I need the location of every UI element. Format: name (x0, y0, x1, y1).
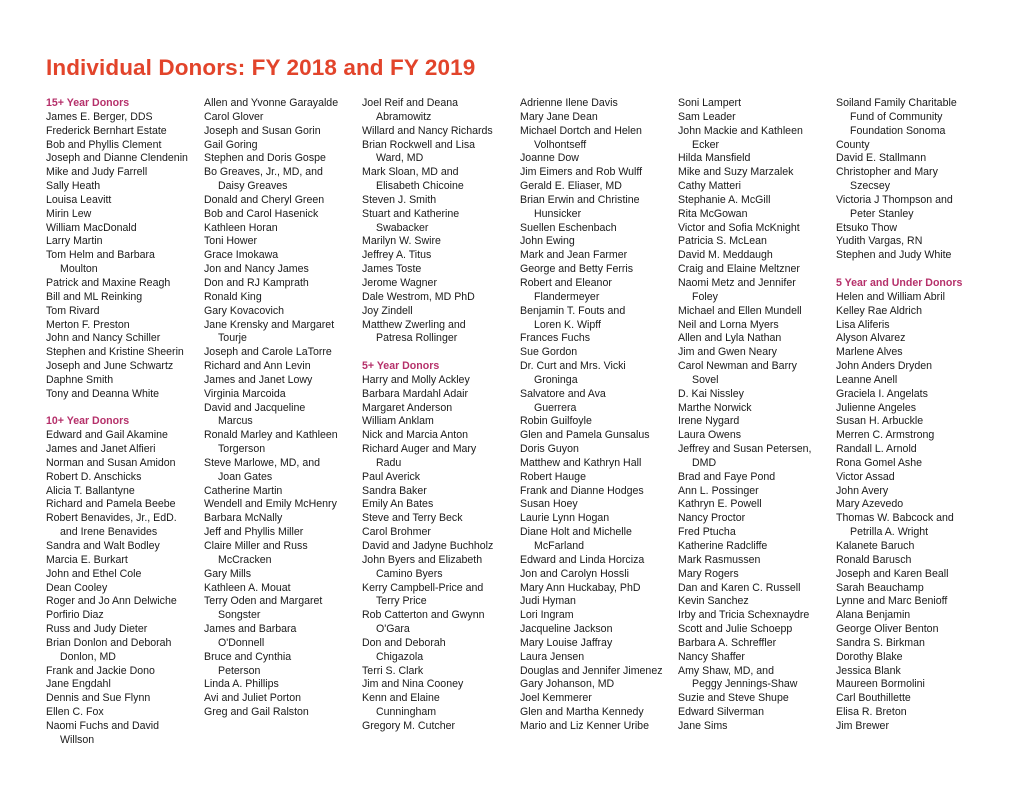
donor-name-continued: Szecsey (850, 180, 891, 193)
donor-name-continued: Volhontseff (534, 138, 587, 151)
donor-name: Don and RJ Kamprath (204, 276, 309, 289)
donor-name: Tom Rivard (46, 304, 100, 317)
donor-name: Linda A. Phillips (204, 678, 279, 691)
donor-name: Mike and Suzy Marzalek (678, 166, 794, 179)
donor-name: Rita McGowan (678, 207, 748, 220)
donor-name: Ronald Barusch (836, 553, 912, 566)
donor-name: Randall L. Arnold (836, 443, 917, 456)
donor-name-continued: Peterson (218, 664, 261, 677)
donor-name: Grace Imokawa (204, 249, 279, 262)
donor-name: Larry Martin (46, 235, 103, 248)
donor-name: Scott and Julie Schoepp (678, 623, 793, 636)
donor-name: Brian Donlon and Deborah (46, 636, 172, 649)
donor-name: Patricia S. McLean (678, 235, 767, 248)
donor-name: Dorothy Blake (836, 650, 903, 663)
donor-column (836, 97, 994, 748)
donor-name: Julienne Angeles (836, 401, 917, 414)
donor-name: Gerald E. Eliaser, MD (520, 180, 622, 193)
donor-name: Elisa R. Breton (836, 706, 907, 719)
donor-name: George and Betty Ferris (520, 263, 634, 276)
donor-name: Robert D. Anschicks (46, 470, 142, 483)
donor-name: Kalanete Baruch (836, 540, 915, 552)
donor-name: Alyson Alvarez (836, 332, 906, 345)
donor-name: Brian Erwin and Christine (520, 193, 640, 206)
donor-name: Willard and Nancy Richards (362, 124, 493, 137)
donor-name: Dan and Karen C. Russell (678, 581, 801, 594)
section-heading: 15+ Year Donors (46, 97, 130, 109)
section-heading: 5 Year and Under Donors (836, 276, 963, 289)
donor-name: Bob and Carol Hasenick (204, 207, 319, 220)
donor-name: Frederick Bernhart Estate (46, 124, 167, 137)
donor-name: Adrienne Ilene Davis (520, 97, 618, 109)
donor-name: Joseph and Karen Beall (836, 567, 949, 580)
donor-name: Jim and Gwen Neary (678, 346, 777, 359)
donor-name: Amy Shaw, MD, and (678, 664, 774, 677)
donor-name: Frances Fuchs (520, 332, 591, 345)
donor-name: James and Barbara (204, 623, 297, 636)
donor-name: Lori Ingram (520, 609, 574, 622)
donor-name: Michael and Ellen Mundell (678, 304, 802, 317)
donor-name: Sam Leader (678, 110, 736, 123)
donor-name: Fred Ptucha (678, 526, 736, 539)
donor-name: Carol Brohmer (362, 526, 431, 539)
donor-name-continued: Loren K. Wipff (534, 318, 601, 331)
donor-name: Dr. Curt and Mrs. Vicki (520, 360, 626, 373)
donor-columns (46, 97, 994, 748)
donor-name: Steve Marlowe, MD, and (204, 456, 320, 469)
donor-name: Kathleen A. Mouat (204, 581, 291, 594)
donor-name: Irby and Tricia Schexnaydre (678, 609, 810, 622)
donor-name: Joel Kemmerer (520, 692, 592, 705)
donor-name: Carol Glover (204, 110, 264, 123)
donor-name: Allen and Yvonne Garayalde (204, 97, 339, 109)
donor-name-continued: Moulton (60, 263, 98, 276)
donor-name: Nick and Marcia Anton (362, 429, 468, 442)
donor-name: Sandra and Walt Bodley (46, 540, 160, 552)
donor-name: David and Jadyne Buchholz (362, 540, 494, 552)
donor-name-continued: Marcus (218, 415, 253, 428)
donor-name: Stephen and Kristine Sheerin (46, 346, 184, 359)
donor-name-continued: Donlon, MD (60, 650, 116, 663)
donor-name: Mary Ann Huckabay, PhD (520, 581, 641, 594)
donor-name: Nancy Proctor (678, 512, 746, 525)
donor-name: Alicia T. Ballantyne (46, 484, 135, 497)
donor-name: Victor Assad (836, 470, 895, 483)
donor-name: Laurie Lynn Hogan (520, 512, 610, 525)
donor-name: Nancy Shaffer (678, 650, 745, 663)
donor-name: Don and Deborah (362, 636, 446, 649)
donor-name: Glen and Pamela Gunsalus (520, 429, 650, 442)
donor-name: Joseph and Dianne Clendenin (46, 152, 188, 165)
page-title: Individual Donors: FY 2018 and FY 2019 (46, 55, 476, 80)
donor-name: Kenn and Elaine (362, 692, 440, 705)
donor-name: Barbara A. Schreffler (678, 636, 777, 649)
donor-column (678, 97, 836, 748)
donor-name: David E. Stallmann (836, 152, 927, 165)
donor-name: Catherine Martin (204, 484, 283, 497)
donor-name: Paul Averick (362, 470, 421, 483)
donor-name: Marcia E. Burkart (46, 553, 128, 566)
donor-name-continued: Radu (376, 456, 402, 469)
donor-name-continued: Terry Price (376, 595, 427, 608)
donor-name: Kathryn E. Powell (678, 498, 762, 511)
donor-name: Alana Benjamin (836, 609, 911, 622)
donor-name: Mary Louise Jaffray (520, 636, 613, 649)
donor-name: Dennis and Sue Flynn (46, 692, 151, 705)
donor-name: Benjamin T. Fouts and (520, 304, 626, 317)
donor-name: Daphne Smith (46, 373, 114, 386)
donor-name-continued: Flandermeyer (534, 290, 600, 303)
donor-name-continued: Joan Gates (218, 470, 273, 483)
donor-name-continued: O'Gara (376, 623, 410, 636)
donor-name: Dean Cooley (46, 581, 108, 594)
donor-name: Kathleen Horan (204, 221, 278, 234)
section-heading: 10+ Year Donors (46, 415, 130, 428)
donor-name: Richard Auger and Mary (362, 443, 477, 456)
donor-name-continued: McFarland (534, 540, 585, 552)
donor-name: Jeffrey A. Titus (362, 249, 432, 262)
donor-name: Kelley Rae Aldrich (836, 304, 922, 317)
donor-name: Ronald Marley and Kathleen (204, 429, 338, 442)
donor-name: William MacDonald (46, 221, 137, 234)
donor-column (520, 97, 678, 748)
donor-name-continued: Daisy Greaves (218, 180, 288, 193)
donor-name: Merren C. Armstrong (836, 429, 935, 442)
donor-name: Sarah Beauchamp (836, 581, 924, 594)
donor-name: Maureen Bormolini (836, 678, 925, 691)
donor-name: Margaret Anderson (362, 401, 453, 414)
donor-name: Louisa Leavitt (46, 193, 112, 206)
donor-name: William Anklam (362, 415, 434, 428)
donor-name: Brian Rockwell and Lisa (362, 138, 476, 151)
donor-name: David M. Meddaugh (678, 249, 773, 262)
donor-name: David and Jacqueline (204, 401, 306, 414)
donor-name: Victoria J Thompson and (836, 193, 953, 206)
donor-name-continued: O'Donnell (218, 636, 265, 649)
donor-name: Mirin Lew (46, 207, 92, 220)
section-gap (362, 346, 520, 360)
donor-name: Suzie and Steve Shupe (678, 692, 789, 705)
donor-name: Irene Nygard (678, 415, 740, 428)
donor-name-continued: Foundation Sonoma (850, 124, 946, 137)
donor-name: Mike and Judy Farrell (46, 166, 148, 179)
donor-name: James E. Berger, DDS (46, 110, 153, 123)
donor-name: Porfirio Diaz (46, 609, 104, 622)
donor-name: Judi Hyman (520, 595, 576, 608)
donor-name-continued: and Irene Benavides (60, 526, 158, 539)
donor-name: Robert Hauge (520, 470, 586, 483)
donor-name: Kerry Campbell-Price and (362, 581, 484, 594)
donor-name: Steve and Terry Beck (362, 512, 463, 525)
donor-name: Mark and Jean Farmer (520, 249, 628, 262)
donor-name: Cathy Matteri (678, 180, 741, 193)
donor-name: Matthew and Kathryn Hall (520, 456, 642, 469)
donor-name-continued: Petrilla A. Wright (850, 526, 929, 539)
donor-name: Richard and Ann Levin (204, 360, 311, 373)
donor-name: Robert and Eleanor (520, 276, 612, 289)
donor-name: Leanne Anell (836, 373, 898, 386)
donor-name-continued: DMD (692, 456, 717, 469)
donor-name-continued: Chigazola (376, 650, 424, 663)
donor-name: Russ and Judy Dieter (46, 623, 148, 636)
donor-name: Bill and ML Reinking (46, 290, 143, 303)
donor-name: Sally Heath (46, 180, 101, 193)
donor-name: Sandra S. Birkman (836, 636, 925, 649)
donor-name: Mary Jane Dean (520, 110, 598, 123)
donor-name: Salvatore and Ava (520, 387, 606, 400)
donor-name-continued: Peter Stanley (850, 207, 914, 220)
donor-name: Marthe Norwick (678, 401, 752, 414)
donor-name-continued: Willson (60, 733, 95, 746)
donor-name: Brad and Faye Pond (678, 470, 776, 483)
donor-name: Soiland Family Charitable (836, 97, 957, 109)
donor-name: County (836, 138, 870, 151)
donor-name: Mary Azevedo (836, 498, 904, 511)
donor-name-continued: Foley (692, 290, 718, 303)
donor-name: John Byers and Elizabeth (362, 553, 483, 566)
donor-name: Soni Lampert (678, 97, 742, 109)
donor-name: Etsuko Thow (836, 221, 898, 234)
donor-name: Rob Catterton and Gwynn (362, 609, 485, 622)
donor-name-continued: Patresa Rollinger (376, 332, 458, 345)
donor-name: Barbara McNally (204, 512, 283, 525)
donor-name: Naomi Metz and Jennifer (678, 276, 796, 289)
donor-name: Virginia Marcoida (204, 387, 286, 400)
donor-name: Dale Westrom, MD PhD (362, 290, 475, 303)
donor-name: Frank and Jackie Dono (46, 664, 155, 677)
donor-name: Joseph and June Schwartz (46, 360, 174, 373)
donor-name: Jane Krensky and Margaret (204, 318, 335, 331)
donor-name-continued: Swabacker (376, 221, 429, 234)
donor-name: Carl Bouthillette (836, 692, 911, 705)
donor-name: Jim Brewer (836, 719, 889, 732)
donor-name: Diane Holt and Michelle (520, 526, 632, 539)
donor-name: Jim and Nina Cooney (362, 678, 464, 691)
donor-name-continued: Guerrera (534, 401, 577, 414)
donor-name: Susan H. Arbuckle (836, 415, 924, 428)
donor-name: James and Janet Alfieri (46, 443, 156, 456)
donor-name: Ellen C. Fox (46, 706, 104, 719)
donor-name: Barbara Mardahl Adair (362, 387, 468, 400)
donor-name: John Ewing (520, 235, 575, 248)
section-heading: 5+ Year Donors (362, 360, 440, 373)
donor-name: Frank and Dianne Hodges (520, 484, 644, 497)
donor-name: Craig and Elaine Meltzner (678, 263, 800, 276)
donor-name: Sue Gordon (520, 346, 578, 359)
donor-name: Joseph and Susan Gorin (204, 124, 321, 137)
donor-name: D. Kai Nissley (678, 387, 744, 400)
donor-name: Jeffrey and Susan Petersen, (678, 443, 812, 456)
donor-name: Merton F. Preston (46, 318, 130, 331)
donor-name-continued: McCracken (218, 553, 272, 566)
donor-name: Laura Owens (678, 429, 742, 442)
donor-name: Graciela I. Angelats (836, 387, 928, 400)
donor-name-continued: Sovel (692, 373, 719, 386)
donor-name: Mark Rasmussen (678, 553, 761, 566)
donor-name: Glen and Martha Kennedy (520, 706, 644, 719)
donor-name: John and Ethel Cole (46, 567, 142, 580)
donor-name: Patrick and Maxine Reagh (46, 276, 171, 289)
donor-name: Bruce and Cynthia (204, 650, 292, 663)
donor-column (204, 97, 362, 748)
donor-name: Carol Newman and Barry (678, 360, 797, 373)
donor-name: Gregory M. Cutcher (362, 719, 456, 732)
donor-name: James and Janet Lowy (204, 373, 313, 386)
donor-name: Matthew Zwerling and (362, 318, 466, 331)
donor-name: Edward and Gail Akamine (46, 429, 168, 442)
donor-name: John Avery (836, 484, 889, 497)
donor-name: Robin Guilfoyle (520, 415, 592, 428)
donor-column (362, 97, 520, 748)
donor-name: Kevin Sanchez (678, 595, 749, 608)
donor-name: Christopher and Mary (836, 166, 938, 179)
donor-name: Lynne and Marc Benioff (836, 595, 948, 608)
donor-name: Marilyn W. Swire (362, 235, 441, 248)
donor-name: Robert Benavides, Jr., EdD. (46, 512, 177, 525)
donor-name: John Mackie and Kathleen (678, 124, 803, 137)
donor-name: Edward and Linda Horciza (520, 553, 645, 566)
donor-name-continued: Songster (218, 609, 261, 622)
donor-name: Tom Helm and Barbara (46, 249, 155, 262)
donor-name: Jim Eimers and Rob Wulff (520, 166, 643, 179)
donor-name: Stuart and Katherine (362, 207, 460, 220)
donor-name: Allen and Lyla Nathan (678, 332, 782, 345)
donor-name: Susan Hoey (520, 498, 578, 511)
donor-name: Doris Guyon (520, 443, 579, 456)
section-gap (46, 402, 204, 416)
donor-name: Ann L. Possinger (678, 484, 759, 497)
donor-name: Toni Hower (204, 235, 257, 248)
donor-name: Yudith Vargas, RN (836, 235, 923, 248)
donor-name: John Anders Dryden (836, 360, 932, 373)
donor-name: Mario and Liz Kenner Uribe (520, 719, 649, 732)
donor-name-continued: Fund of Community (850, 110, 943, 123)
donor-name: Mary Rogers (678, 567, 739, 580)
donor-name: George Oliver Benton (836, 623, 939, 636)
donor-name-continued: Cunningham (376, 706, 437, 719)
donor-name: Greg and Gail Ralston (204, 706, 309, 719)
donor-name: Jacqueline Jackson (520, 623, 613, 636)
donor-name: Rona Gomel Ashe (836, 456, 922, 469)
donor-name: Hilda Mansfield (678, 152, 751, 165)
donor-name-continued: Groninga (534, 373, 578, 386)
donor-name: Naomi Fuchs and David (46, 719, 160, 732)
donor-name-continued: Peggy Jennings-Shaw (692, 678, 798, 691)
section-gap (836, 263, 994, 277)
donor-name: Norman and Susan Amidon (46, 456, 176, 469)
donor-name: Suellen Eschenbach (520, 221, 617, 234)
donor-name: Gary Mills (204, 567, 252, 580)
donor-name: Gary Johanson, MD (520, 678, 615, 691)
donor-name: James Toste (362, 263, 422, 276)
donor-name-continued: Abramowitz (376, 110, 432, 123)
donor-name: Jon and Nancy James (204, 263, 309, 276)
donor-name: Edward Silverman (678, 706, 764, 719)
donor-column (46, 97, 204, 748)
donor-name: Joy Zindell (362, 304, 413, 317)
donor-name: Gail Goring (204, 138, 258, 151)
donor-name: Laura Jensen (520, 650, 585, 663)
donor-name: Gary Kovacovich (204, 304, 285, 317)
donor-name: Marlene Alves (836, 346, 903, 359)
donor-name: Roger and Jo Ann Delwiche (46, 595, 177, 608)
donor-name: Bob and Phyllis Clement (46, 138, 162, 151)
donor-name: Tony and Deanna White (46, 387, 160, 400)
donor-name: Thomas W. Babcock and (836, 512, 954, 525)
donor-name: Terri S. Clark (362, 664, 424, 677)
donor-name: Jane Engdahl (46, 678, 111, 691)
donor-name: Douglas and Jennifer Jimenez (520, 664, 663, 677)
donor-name: Mark Sloan, MD and (362, 166, 459, 179)
donor-name-continued: Camino Byers (376, 567, 443, 580)
donor-name: Stephen and Judy White (836, 249, 952, 262)
donor-name: Helen and William Abril (836, 290, 945, 303)
donor-name: John and Nancy Schiller (46, 332, 161, 345)
donor-name: Jessica Blank (836, 664, 901, 677)
donor-name: Claire Miller and Russ (204, 540, 308, 552)
donor-name: Steven J. Smith (362, 193, 437, 206)
donor-name: Katherine Radcliffe (678, 540, 768, 552)
donor-name: Richard and Pamela Beebe (46, 498, 176, 511)
donor-name: Terry Oden and Margaret (204, 595, 323, 608)
donor-name: Victor and Sofia McKnight (678, 221, 800, 234)
donor-name-continued: Ecker (692, 138, 720, 151)
donor-name-continued: Tourje (218, 332, 247, 345)
donor-name: Stephen and Doris Gospe (204, 152, 326, 165)
donor-name: Donald and Cheryl Green (204, 193, 325, 206)
donor-name: Joanne Dow (520, 152, 579, 165)
donor-name: Neil and Lorna Myers (678, 318, 779, 331)
donor-name: Joseph and Carole LaTorre (204, 346, 332, 359)
donor-name: Avi and Juliet Porton (204, 692, 301, 705)
donor-name: Emily An Bates (362, 498, 434, 511)
donor-name: Stephanie A. McGill (678, 193, 771, 206)
donor-name: Jerome Wagner (362, 276, 437, 289)
donor-name: Ronald King (204, 290, 262, 303)
donor-name-continued: Elisabeth Chicoine (376, 180, 464, 193)
donor-name: Jeff and Phyllis Miller (204, 526, 304, 539)
donor-name: Wendell and Emily McHenry (204, 498, 337, 511)
donor-name: Harry and Molly Ackley (362, 373, 470, 386)
donor-name: Michael Dortch and Helen (520, 124, 642, 137)
donor-name-continued: Torgerson (218, 443, 266, 456)
donor-name: Joel Reif and Deana (362, 97, 458, 109)
donor-name: Jane Sims (678, 719, 728, 732)
donor-name: Jon and Carolyn Hossli (520, 567, 629, 580)
donor-name-continued: Hunsicker (534, 207, 582, 220)
donor-name: Lisa Aliferis (836, 318, 890, 331)
donor-name-continued: Ward, MD (376, 152, 424, 165)
donor-name: Bo Greaves, Jr., MD, and (204, 166, 323, 179)
donor-name: Sandra Baker (362, 484, 427, 497)
